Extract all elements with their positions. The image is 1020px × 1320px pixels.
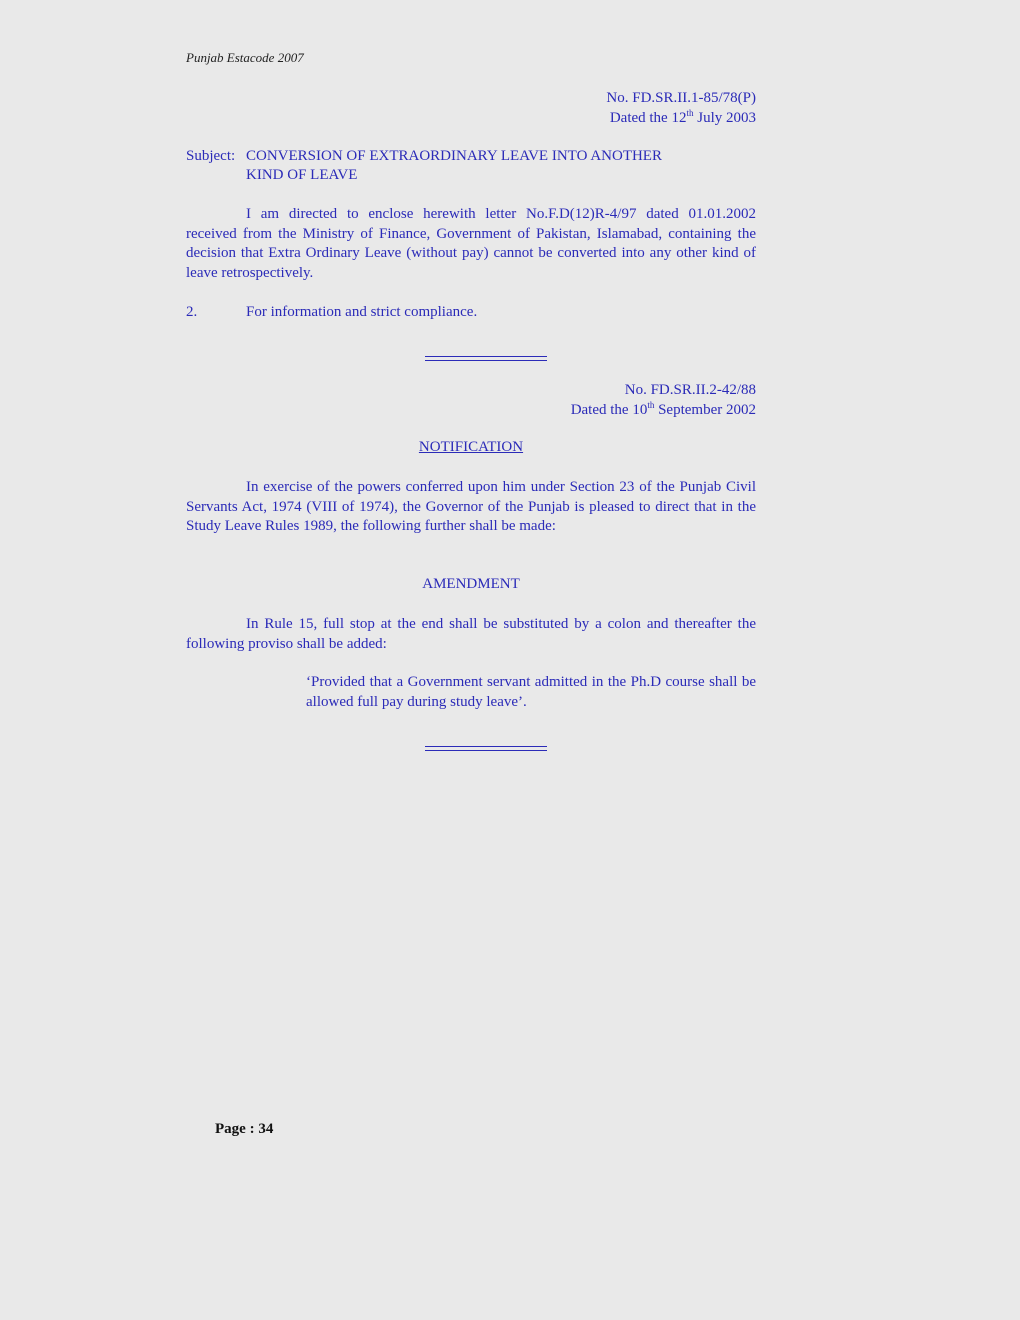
reference-block-2 — [356, 380, 756, 420]
subject-label: Subject: — [186, 148, 236, 164]
item-number: 2. — [186, 304, 198, 320]
document-header: Punjab Estacode 2007 — [186, 50, 304, 65]
subject-line-2: KIND OF LEAVE — [246, 167, 358, 183]
page-number: Page : 34 — [215, 1121, 274, 1137]
numbered-item — [186, 303, 756, 322]
letter-paragraph: I am directed to enclose herewith letter No.F.D(12)R-4/97 dated 01.01.2002 received from the Ministry of Finance, Government of Pakistan, Islamabad, containing the decision that Extra Ordinary Leave (without pay) cannot be converted into any other kind of leave retrospectively. — [186, 206, 756, 282]
subject-block — [186, 147, 756, 185]
amendment-heading: AMENDMENT — [422, 576, 520, 592]
item-text: For information and strict compliance. — [246, 304, 478, 320]
proviso-text: ‘Provided that a Government servant admitted in the Ph.D course shall be allowed full pay during study leave’. — [306, 674, 756, 710]
notification-paragraph: In exercise of the powers conferred upon him under Section 23 of the Punjab Civil Servants Act, 1974 (VIII of 1974), the Governor of the Punjab is pleased to direct that in the Study Leave Rules 1989, the following further shall be made: — [186, 479, 756, 535]
reference-date: Dated the 10th September 2002 — [570, 400, 756, 418]
reference-number: No. FD.SR.II.2-42/88 — [624, 382, 756, 398]
section-divider — [425, 356, 547, 361]
amendment-paragraph: In Rule 15, full stop at the end shall be substituted by a colon and thereafter the following proviso shall be added: — [186, 616, 756, 652]
notification-heading: NOTIFICATION — [418, 439, 524, 455]
section-divider — [425, 746, 547, 751]
subject-line-1: CONVERSION OF EXTRAORDINARY LEAVE INTO ANOTHER — [246, 148, 662, 164]
reference-date: Dated the 12th July 2003 — [609, 108, 756, 126]
reference-block-1 — [356, 88, 756, 128]
reference-number: No. FD.SR.II.1-85/78(P) — [606, 90, 756, 106]
